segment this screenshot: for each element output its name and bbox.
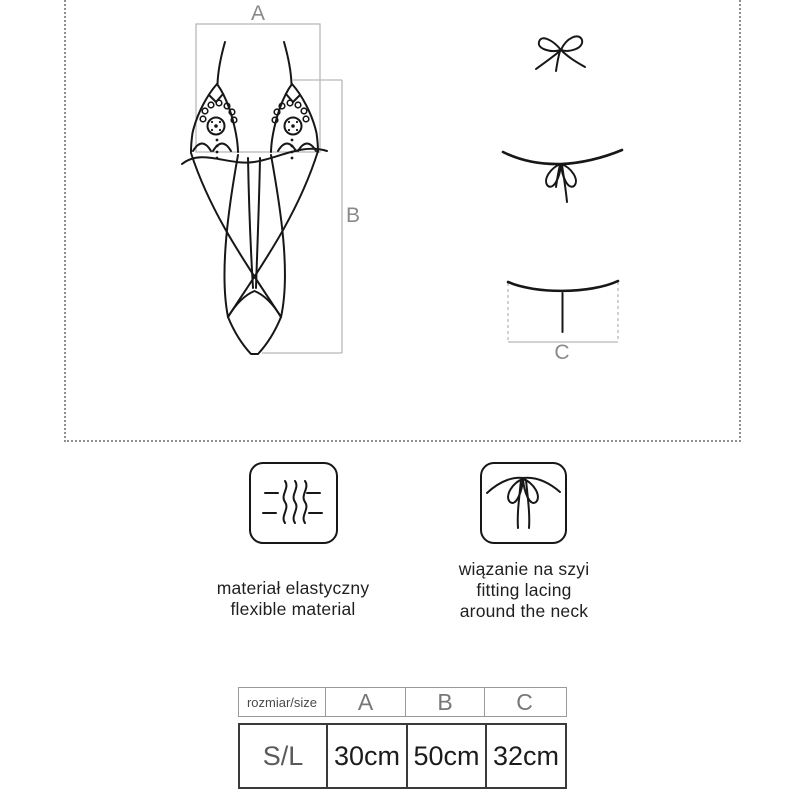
measure-label-a: A	[250, 2, 266, 25]
cell-c-value: 32cm	[485, 725, 565, 787]
measure-label-b: B	[346, 204, 361, 227]
bodysuit-front-drawing	[182, 42, 327, 354]
caption-line: wiązanie na szyi	[458, 559, 590, 579]
cell-b-value: 50cm	[406, 725, 485, 787]
caption-line: materiał elastyczny	[216, 578, 370, 598]
header-c: C	[484, 688, 564, 716]
elastic-material-icon	[249, 462, 338, 544]
neck-lacing-caption	[419, 559, 629, 622]
caption-line: fitting lacing	[476, 580, 572, 600]
header-rozmiar-size: rozmiar/size	[246, 694, 318, 710]
elastic-material-icon-glyph	[251, 464, 335, 541]
header-a: A	[325, 688, 405, 716]
size-table-data-row	[238, 723, 567, 789]
dimension-box-c	[508, 281, 618, 364]
cell-size: S/L	[262, 740, 304, 771]
cell-a-value: 30cm	[326, 725, 406, 787]
size-table	[238, 687, 567, 789]
back-tie-detail	[503, 150, 622, 202]
measure-label-c: C	[554, 341, 570, 364]
size-table-header-row	[238, 687, 567, 717]
caption-line: flexible material	[230, 599, 356, 619]
caption-line: around the neck	[459, 601, 589, 621]
elastic-material-caption	[185, 578, 401, 620]
halter-tie-detail	[536, 36, 585, 71]
neck-lacing-icon-glyph	[482, 464, 564, 541]
neck-lacing-icon	[480, 462, 567, 544]
header-b: B	[405, 688, 484, 716]
